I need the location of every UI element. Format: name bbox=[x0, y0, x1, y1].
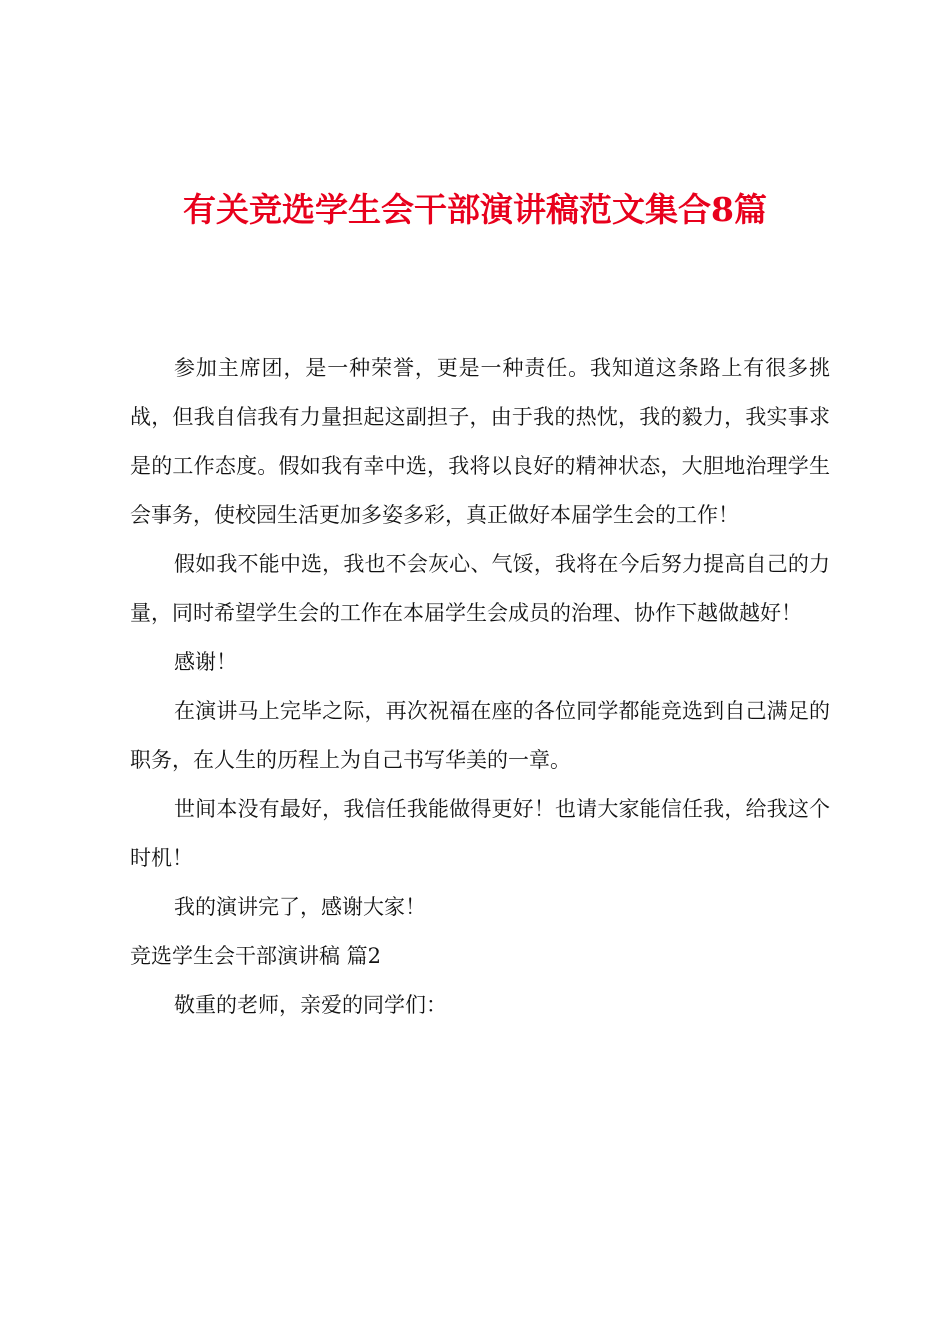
paragraph-2: 假如我不能中选，我也不会灰心、气馁，我将在今后努力提高自己的力量，同时希望学生会的工作在本届学生会成员的治理、协作下越做越好！ bbox=[130, 552, 830, 625]
section-heading: 竞选学生会干部演讲稿 篇2 bbox=[130, 944, 382, 968]
paragraph-3: 感谢！ bbox=[174, 650, 237, 674]
paragraph-4: 在演讲马上完毕之际，再次祝福在座的各位同学都能竞选到自己满足的职务，在人生的历程上为自己书写华美的一章。 bbox=[130, 699, 830, 772]
paragraph-5: 世间本没有最好，我信任我能做得更好！也请大家能信任我，给我这个时机！ bbox=[130, 797, 830, 870]
document-body bbox=[130, 344, 830, 1030]
paragraph-6: 我的演讲完了，感谢大家！ bbox=[174, 895, 426, 919]
page-title: 有关竞选学生会干部演讲稿范文集合8篇 bbox=[183, 190, 767, 229]
paragraph-1: 参加主席团，是一种荣誉，更是一种责任。我知道这条路上有很多挑战，但我自信我有力量担起这副担子，由于我的热忱，我的毅力，我实事求是的工作态度。假如我有幸中选，我将以良好的精神状态，大胆地治理学生会事务，使校园生活更加多姿多彩，真正做好本届学生会的工作！ bbox=[130, 356, 830, 527]
paragraph-7: 敬重的老师，亲爱的同学们： bbox=[174, 993, 447, 1017]
